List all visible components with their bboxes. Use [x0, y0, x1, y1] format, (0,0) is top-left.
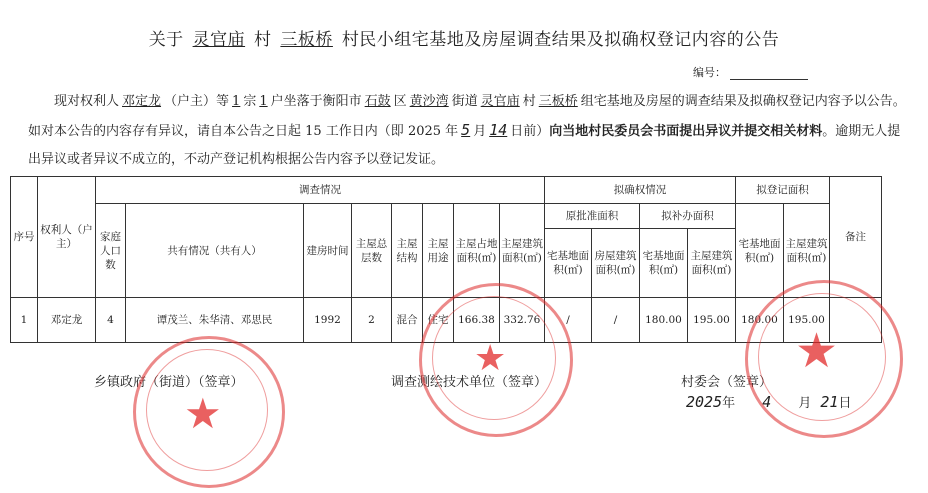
cell-footprint: 166.38	[454, 298, 500, 343]
notice-text: 宗	[243, 94, 257, 109]
date-day: 21	[820, 393, 839, 411]
header-year: 建房时间	[304, 204, 352, 298]
cell-supp-land: 180.00	[640, 298, 688, 343]
notice-text: 日前）	[510, 124, 550, 139]
notice-street: 黄沙湾	[409, 94, 449, 109]
notice-text: 区	[393, 94, 407, 109]
notice-text: 。逾期无人提出异议或者异议不成立的，不动产登记机构根据公告内容予以登记发证。	[28, 124, 901, 167]
notice-text: 现对权利人	[54, 94, 120, 109]
header-reg-build: 主屋建筑面积(㎡)	[784, 204, 830, 298]
header-supp-build: 主屋建筑面积(㎡)	[688, 229, 736, 298]
township-signature-label: 乡镇政府（街道）（签章）	[94, 375, 244, 390]
notice-text: 村	[522, 94, 536, 109]
notice-text: 月	[473, 124, 487, 139]
cell-year: 1992	[304, 298, 352, 343]
notice-text: 街道	[451, 94, 478, 109]
village-stamp	[745, 280, 903, 438]
cell-reg-build: 195.00	[784, 298, 830, 343]
cell-floors: 2	[352, 298, 392, 343]
title-village-suffix: 村	[254, 30, 272, 50]
doc-number	[693, 64, 808, 80]
notice-count-plots: 1	[232, 94, 241, 109]
cell-reg-land: 180.00	[736, 298, 784, 343]
doc-number-label: 编号：	[693, 66, 726, 79]
title-village: 灵官庙	[192, 30, 246, 50]
header-orig-build: 房屋建筑面积(㎡)	[592, 229, 640, 298]
notice-text: （户主）等	[164, 94, 230, 109]
notice-deadline-day: 14	[489, 121, 508, 139]
notice-count-households: 1	[259, 94, 268, 109]
notice-title	[0, 25, 928, 50]
notice-text: 组宅基地及房屋的调查结果及拟确权登记内容予以公告。如对本公告的内容存有异议，请自本公告之日起 15 工作日内（即 2025 年	[28, 94, 906, 139]
cell-supp-build: 195.00	[688, 298, 736, 343]
township-stamp	[133, 336, 285, 488]
header-supp-land: 宅基地面积(㎡)	[640, 229, 688, 298]
stamp-star-icon: ★	[795, 323, 839, 379]
cell-orig-land: /	[545, 298, 592, 343]
notice-district: 石鼓	[364, 94, 391, 109]
cell-family: 4	[96, 298, 126, 343]
notice-group: 三板桥	[538, 94, 578, 109]
header-floors: 主屋总层数	[352, 204, 392, 298]
header-coowners: 共有情况（共有人）	[126, 204, 304, 298]
header-floorarea: 主屋建筑面积(㎡)	[500, 204, 545, 298]
title-group: 三板桥	[280, 30, 333, 50]
notice-village: 灵官庙	[480, 94, 520, 109]
stamp-star-icon: ★	[184, 389, 222, 438]
date-year-unit: 年	[722, 396, 736, 411]
header-supp: 拟补办面积	[640, 204, 736, 229]
header-register: 拟登记面积	[736, 177, 830, 204]
cell-floorarea: 332.76	[500, 298, 545, 343]
notice-text: 户坐落于衡阳市	[270, 94, 362, 109]
header-use: 主屋用途	[423, 204, 454, 298]
title-prefix: 关于	[148, 30, 184, 50]
notice-body	[28, 88, 908, 174]
surveyor-signature-label: 调查测绘技术单位（签章）	[391, 375, 548, 390]
header-note: 备注	[830, 177, 882, 298]
header-footprint: 主屋占地面积(㎡)	[454, 204, 500, 298]
cell-struct: 混合	[392, 298, 423, 343]
header-seq: 序号	[11, 177, 38, 298]
date-year: 2025	[686, 393, 723, 411]
notice-deadline-month: 5	[461, 121, 471, 139]
cell-owner: 邓定龙	[38, 298, 96, 343]
header-orig-land: 宅基地面积(㎡)	[545, 229, 592, 298]
stamp-star-icon: ★	[474, 338, 507, 379]
header-family: 家庭人口数	[96, 204, 126, 298]
header-survey: 调查情况	[96, 177, 545, 204]
header-reg-land: 宅基地面积(㎡)	[736, 204, 784, 298]
header-orig: 原批准面积	[545, 204, 640, 229]
surveyor-stamp	[419, 283, 573, 437]
header-struct: 主屋结构	[392, 204, 423, 298]
notice-bold-text: 向当地村民委员会书面提出异议并提交相关材料	[549, 124, 823, 139]
cell-orig-build: /	[592, 298, 640, 343]
header-owner: 权利人（户主）	[38, 177, 96, 298]
cell-use: 住宅	[423, 298, 454, 343]
header-confirm: 拟确权情况	[545, 177, 736, 204]
date-month-unit: 月	[798, 396, 812, 411]
cell-seq: 1	[11, 298, 38, 343]
date-day-unit: 日	[838, 396, 852, 411]
date-month: 4	[762, 393, 772, 411]
village-signature-label: 村委会（签章）	[681, 375, 773, 390]
doc-number-blank	[730, 68, 808, 80]
title-suffix: 村民小组宅基地及房屋调查结果及拟确权登记内容的公告	[341, 30, 780, 50]
cell-coowners: 谭茂兰、朱华清、邓思民	[126, 298, 304, 343]
notice-owner: 邓定龙	[122, 94, 162, 109]
